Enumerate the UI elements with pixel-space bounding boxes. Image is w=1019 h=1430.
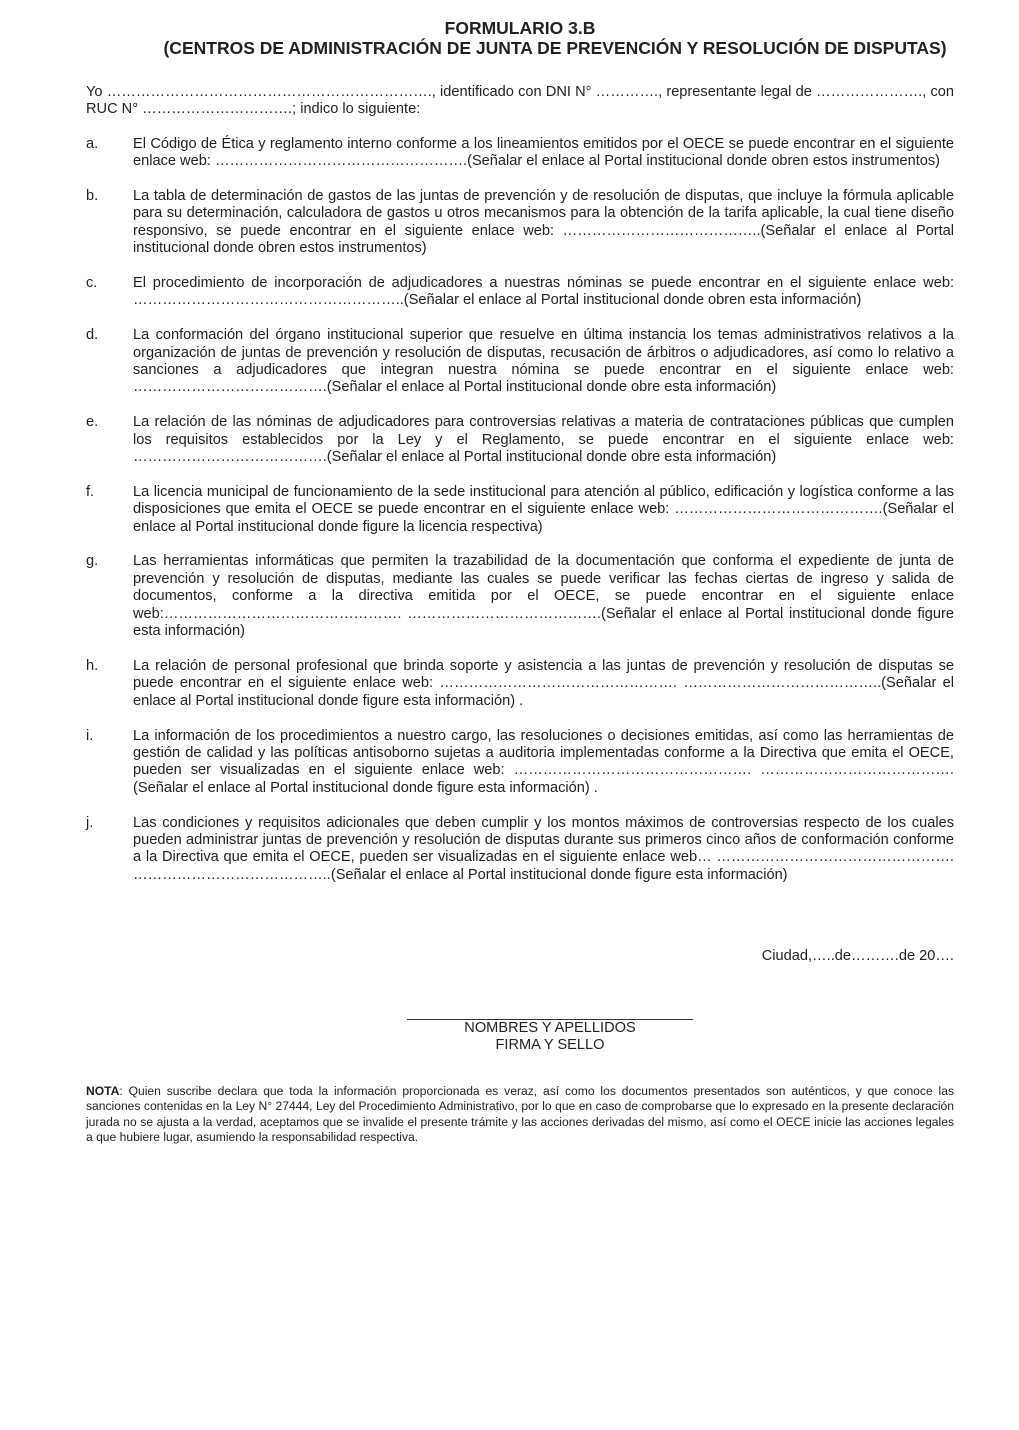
intro-paragraph: Yo …………………………………………………………., identificado con DNI N° …………., representante legal de …………………., con RUC N° ………………………….; indico lo siguiente: [86,84,954,118]
date-line: Ciudad,…..de……….de 20…. [761,948,954,964]
note-label: NOTA [86,1084,120,1098]
item-text: La información de los procedimientos a nuestro cargo, las resoluciones o decisiones emitidas, así como las herramientas de gestión de calidad y las políticas antisoborno sujetas a auditoria implementadas conforme a la Directiva que emita el OECE, pueden ser visualizadas en el siguiente enlace web: …………………………………………. ………………………………….(Señalar el enlace al Portal institucional donde figure esta información) . [133,727,954,796]
footer-region [86,0,954,1430]
legal-note [86,1084,954,1146]
item-text: La relación de personal profesional que brinda soporte y asistencia a las juntas de prevención y resolución de disputas se puede encontrar en el siguiente enlace web: …………………………………………. …………………………………..(Señalar el enlace al Portal institucional donde figure esta información) . [133,657,954,709]
item-text: El procedimiento de incorporación de adjudicadores a nuestras nóminas se puede encontrar en el siguiente enlace web: ………………………………………………..(Señalar el enlace al Portal institucional donde obren esta información) [133,275,954,309]
item-letter: e. [86,414,99,431]
item-letter: f. [86,483,95,500]
form-subtitle: (CENTROS DE ADMINISTRACIÓN DE JUNTA DE PREVENCIÓN Y RESOLUCIÓN DE DISPUTAS) [163,38,947,58]
signature-block [407,1003,693,1055]
item-text: Las condiciones y requisitos adicionales que deben cumplir y los montos máximos de controversias respecto de los cuales pueden administrar juntas de prevención y resolución de disputas durante sus primeros cinco años de conformación conforme a la Directiva que emita el OECE, pueden ser visualizadas en el siguiente enlace web… …………………………………………. …………………………………..(Señalar el enlace al Portal institucional donde figure esta información) [133,814,954,883]
item-text: La licencia municipal de funcionamiento de la sede institucional para atención al público, edificación y logística conforme a las disposiciones que emita el OECE se puede encontrar en el siguiente enlace web: …………………………………….(Señalar el enlace al Portal institucional donde figure la licencia respectiva) [133,483,954,535]
item-text: La conformación del órgano institucional superior que resuelve en última instancia los temas administrativos relativos a la organización de juntas de prevención y resolución de disputas, recusación de árbitros o adjudicadores, así como lo relativo a sanciones a adjudicadores que integran nuestra nómina se puede encontrar en el siguiente enlace web: ………………………………….(Señalar el enlace al Portal institucional donde obre esta información) [133,327,954,396]
item-letter: i. [86,727,94,744]
item-letter: h. [86,657,99,674]
item-letter: j. [86,814,94,831]
item-text: Las herramientas informáticas que permiten la trazabilidad de la documentación que conforma el expediente de junta de prevención y resolución de disputas, mediante las cuales se puede verificar las fechas ciertas de ingreso y salida de documentos, conforme a la directiva emitida por el OECE, se puede encontrar en el siguiente enlace web:…………………………………………. ………………………………….(Señalar el enlace al Portal institucional donde figure esta información) [133,553,954,640]
item-letter: c. [86,275,98,292]
item-text: El Código de Ética y reglamento interno conforme a los lineamientos emitidos por el OECE se puede encontrar en el siguiente enlace web: …………………………………………….(Señalar el enlace al Portal institucional donde obren estos instrumentos) [133,135,954,170]
note-text: : Quien suscribe declara que toda la información proporcionada es veraz, así como los documentos presentados son auténticos, y que conoce las sanciones contenidas en la Ley N° 27444, Ley del Procedimiento Administrativo, por lo que en caso de comprobarse que lo expresado en la presente declaración jurada no se ajusta a la verdad, aceptamos que se invalide el presente trámite y las acciones derivadas del mismo, así como el OECE inicie las acciones legales a que hubiere lugar, asumiendo la responsabilidad respectiva. [86,1084,954,1145]
item-letter: g. [86,553,99,570]
names-label: NOMBRES Y APELLIDOS [464,1020,636,1036]
signature-line [407,1003,693,1020]
form-title: FORMULARIO 3.B [444,18,596,38]
item-letter: b. [86,188,99,205]
item-text: La tabla de determinación de gastos de las juntas de prevención y de resolución de disputas, que incluye la fórmula aplicable para su determinación, calculadora de gastos u otros mecanismos para la obtención de la tarifa aplicable, la cual tiene diseño responsivo, se puede encontrar en el siguiente enlace web: …………………………………..(Señalar el enlace al Portal institucional donde obren estos instrumentos) [133,188,954,257]
sign-stamp-label: FIRMA Y SELLO [495,1037,605,1054]
item-text: La relación de las nóminas de adjudicadores para controversias relativas a materia de contrataciones públicas que cumplen los requisitos establecidos por la Ley y el Reglamento, se puede encontrar en el siguiente enlace web: ………………………………….(Señalar el enlace al Portal institucional donde obre esta información) [133,414,954,466]
item-letter: d. [86,327,99,344]
item-letter: a. [86,135,99,152]
